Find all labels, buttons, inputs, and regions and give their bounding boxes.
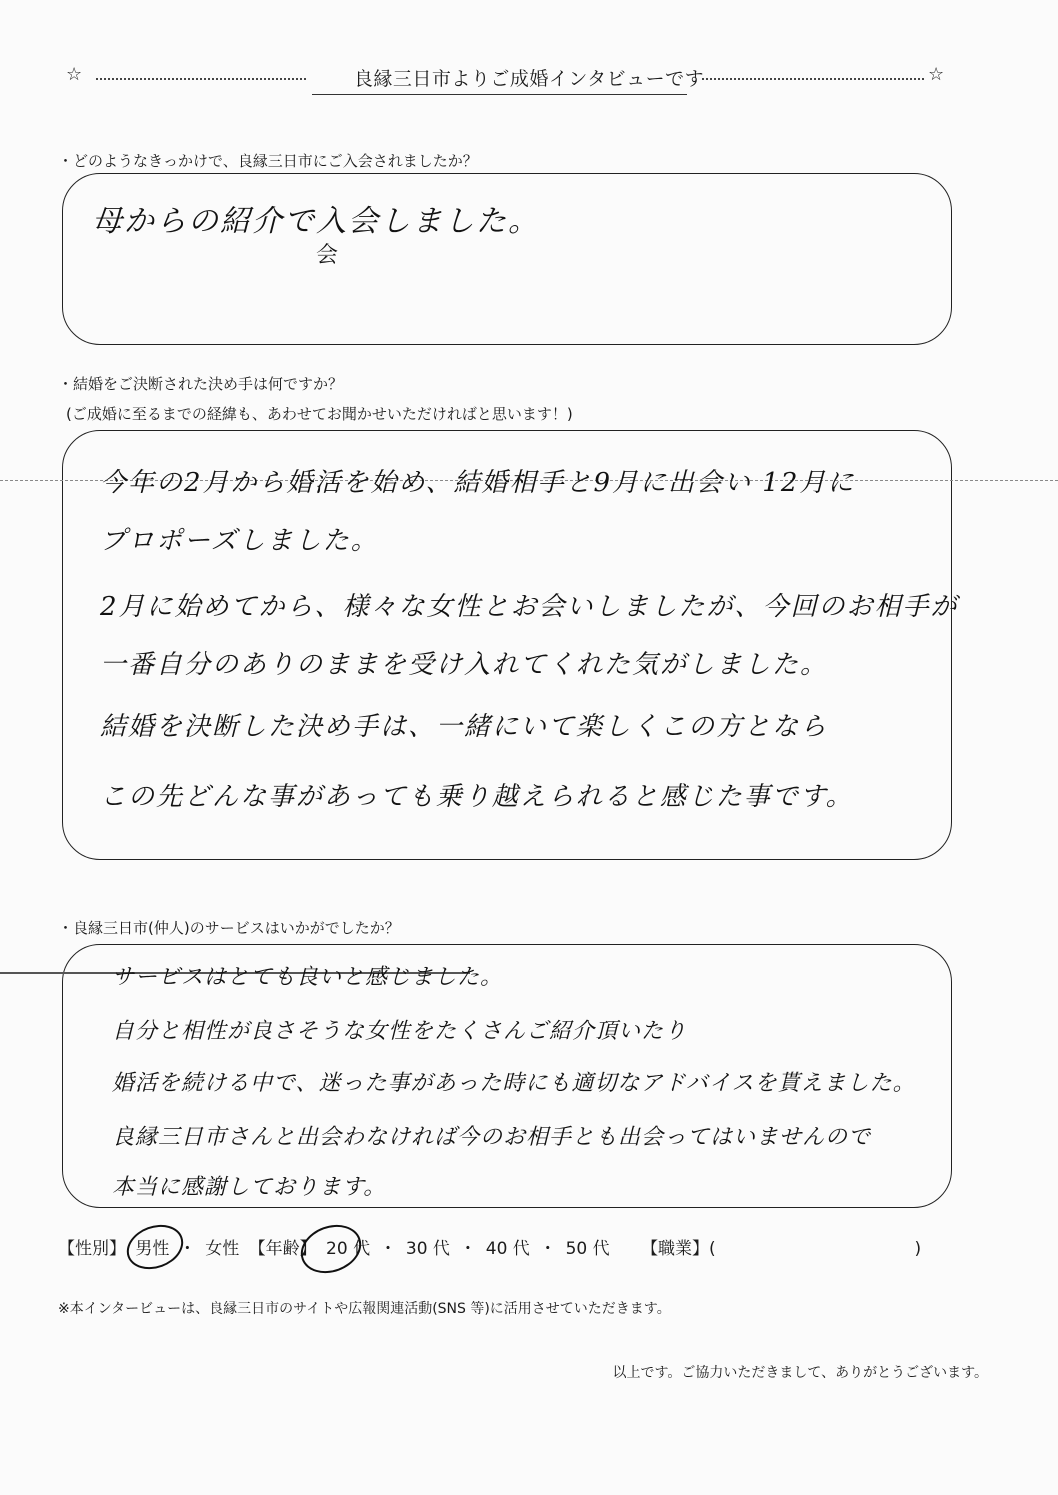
answer-1-line: 母からの紹介で入会しました。 xyxy=(92,204,540,239)
usage-note: ※本インタービューは、良縁三日市のサイトや広報関連活動(SNS 等)に活用させていただきます。 xyxy=(58,1301,671,1317)
page-title-text: 良縁三日市よりご成婚インタビューです xyxy=(353,68,705,90)
header-dotline-right xyxy=(702,78,924,80)
answer-3-line-3: 婚活を続ける中で、迷った事があった時にも適切なアドバイスを貰えました。 xyxy=(112,1071,916,1096)
answer-3-line-1: サービスはとても良いと感じました。 xyxy=(112,965,504,990)
question-1: ・どのようなきっかけで、良縁三日市にご入会されましたか？ xyxy=(58,152,478,170)
gender-label: 【性別】 xyxy=(58,1239,126,1259)
male-selection-circle xyxy=(121,1217,190,1276)
answer-2-line-1: 今年の2月から婚活を始め、結婚相手と9月に出会い 12月に xyxy=(100,468,856,498)
star-right-icon: ☆ xyxy=(928,64,945,85)
age-50s-option[interactable]: 50 代 xyxy=(565,1239,610,1259)
title-underline xyxy=(312,94,687,95)
job-label: 【職業】( xyxy=(641,1239,716,1259)
answer-2-line-4: 一番自分のありのままを受け入れてくれた気がしました。 xyxy=(100,650,829,680)
profile-row xyxy=(58,1234,925,1259)
answer-2-line-2: プロポーズしました。 xyxy=(100,526,379,556)
separator: ・ xyxy=(539,1239,557,1259)
star-left-icon: ☆ xyxy=(66,64,83,85)
gender-female-option[interactable]: 女性 xyxy=(205,1239,240,1259)
answer-3-line-2: 自分と相性が良さそうな女性をたくさんご紹介頂いたり xyxy=(112,1019,688,1044)
answer-2-line-5: 結婚を決断した決め手は、一緒にいて楽しくこの方となら xyxy=(100,712,829,742)
job-close: ) xyxy=(914,1239,922,1259)
question-2-sub: (ご成婚に至るまでの経緯も、あわせてお聞かせいただければと思います！) xyxy=(66,405,573,423)
separator: ・ xyxy=(178,1239,196,1259)
gender-male-option[interactable]: 男性 xyxy=(135,1239,170,1259)
question-3: ・良縁三日市(仲人)のサービスはいかがでしたか？ xyxy=(58,919,400,937)
answer-3-line-5: 本当に感謝しております。 xyxy=(112,1175,387,1200)
separator: ・ xyxy=(379,1239,397,1259)
closing-message: 以上です。ご協力いただきまして、ありがとうございます。 xyxy=(612,1365,988,1381)
age-20s-option[interactable]: 20 代 xyxy=(326,1239,371,1259)
age-label: 【年齢】 xyxy=(248,1239,317,1259)
answer-1-correction: 会 xyxy=(316,243,340,268)
answer-2-line-3: 2月に始めてから、様々な女性とお会いしましたが、今回のお相手が xyxy=(100,592,959,622)
answer-3-line-4: 良縁三日市さんと出会わなければ今のお相手とも出会ってはいませんので xyxy=(112,1125,872,1150)
age-30s-option[interactable]: 30 代 xyxy=(405,1239,450,1259)
age-20s-selection-circle xyxy=(294,1217,371,1281)
separator: ・ xyxy=(459,1239,477,1259)
answer-2-line-6: この先どんな事があっても乗り越えられると感じた事です。 xyxy=(100,782,854,812)
question-2: ・結婚をご決断された決め手は何ですか？ xyxy=(58,375,344,393)
age-40s-option[interactable]: 40 代 xyxy=(485,1239,530,1259)
